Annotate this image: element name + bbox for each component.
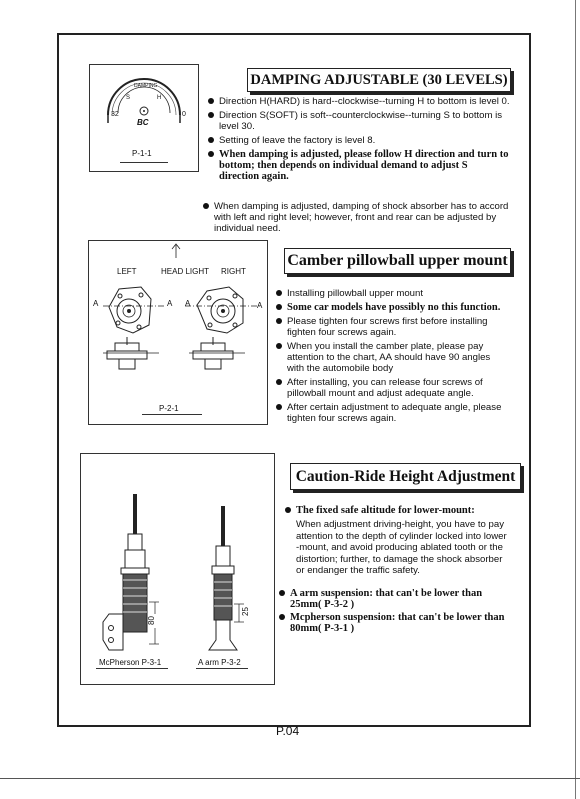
damping-caption-underline [120,162,168,163]
camber-figure-caption: P-2-1 [159,404,179,413]
dial-right-number: 0 [182,111,186,118]
camber-a-label-4: A [257,301,263,310]
camber-section-title [284,248,511,274]
damping-figure-box [89,64,199,172]
camber-right-label: RIGHT [221,267,246,276]
ride-height-bullet-mcpherson: Mcpherson suspension: that can't be lower than 80mm( P-3-1 ) [279,612,515,634]
camber-figure-box [88,240,268,425]
ride-height-bullet-safe-altitude: The fixed safe altitude for lower-mount: [285,505,517,516]
damping-bullet-hard: Direction H(HARD) is hard--clockwise--turning H to bottom is level 0. [208,96,510,107]
camber-a-label-2: A [167,299,173,308]
a-arm-caption-underline [196,668,248,669]
damping-figure-caption: P-1-1 [132,149,152,158]
damping-bullet-list [208,96,510,185]
scan-edge-line [575,0,576,799]
ride-height-paragraph: When adjustment driving-height, you have to pay attention to the depth of cylinder locked into lower -mount, and avoid producing ablated tooth or the distortion; further, to damage the shock absorber or endanger the traffic safety. [296,519,507,576]
camber-headlight-label: HEAD LIGHT [161,267,210,276]
footer-rule [0,778,580,779]
damping-section-title [247,68,511,92]
damping-bullet-soft: Direction S(SOFT) is soft--counterclockwise--turning S to bottom is level 30. [208,110,510,132]
a-arm-dimension: 25 [240,607,250,616]
camber-a-label-1: A [93,299,99,308]
dial-top-label: DAMPING [134,83,158,89]
damping-bullet-factory: Setting of leave the factory is level 8. [208,135,510,146]
page-number: P.04 [276,724,300,738]
ride-height-bullet-a-arm: A arm suspension: that can't be lower than 25mm( P-3-2 ) [279,588,515,610]
camber-bullet-models: Some car models have possibly no this function. [276,302,508,313]
shock-absorber-illustration [81,454,274,684]
camber-a-label-3: A [185,299,191,308]
camber-bullet-retighten: After certain adjustment to adequate angle, please tighten four screws again. [276,402,508,424]
damping-bullet-adjust-order: When damping is adjusted, please follow H direction and turn to bottom; then depends on individual demand to adjust S direction again. [208,149,510,182]
camber-bullet-release: After installing, you can release four screws of pillowball mount and adjust adequate angle. [276,377,508,399]
damping-title-text: DAMPING ADJUSTABLE (30 LEVELS) [250,71,508,88]
camber-title-text: Camber pillowball upper mount [287,252,508,269]
dial-left-number: 32 [111,111,119,118]
damping-bullet-left-right: When damping is adjusted, damping of shock absorber has to accord with left and right level; however, front and rear can be adjusted by individual need. [203,201,513,234]
mcpherson-caption-underline [96,668,168,669]
dial-logo: BC [137,118,149,127]
ride-height-limit-list [279,588,515,637]
ride-height-section-title [290,463,521,490]
a-arm-caption: A arm P-3-2 [198,658,241,667]
camber-bullet-list [276,288,508,427]
ride-height-figure-box [80,453,275,685]
camber-bullet-angle: When you install the camber plate, please pay attention to the chart, AA should have 90 angles with the automobile body [276,341,508,374]
damping-bullet-list-extra [203,201,513,237]
camber-bullet-tighten: Please tighten four screws first before installing fighten four screws again. [276,316,508,338]
mcpherson-caption: McPherson P-3-1 [99,658,162,667]
camber-bullet-install: Installing pillowball upper mount [276,288,508,299]
dial-h-label: H [157,95,162,101]
camber-caption-underline [142,414,202,415]
mcpherson-dimension: 80 [146,616,156,625]
ride-height-title-text: Caution-Ride Height Adjustment [295,467,516,485]
ride-height-bullet-list [285,505,517,519]
camber-left-label: LEFT [117,267,137,276]
dial-s-label: S [126,95,131,101]
